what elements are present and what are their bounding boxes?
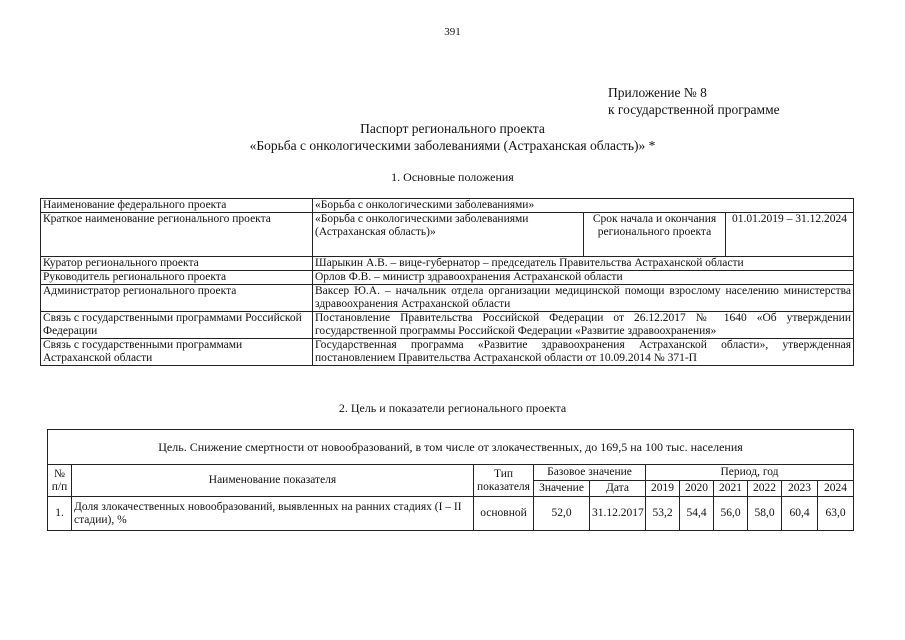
base-date: 31.12.2017 [590, 497, 646, 531]
row-label: Связь с государственными программами Российской Федерации [41, 312, 313, 339]
year-value: 56,0 [714, 497, 748, 531]
header-name: Наименование показателя [72, 465, 474, 497]
row-value: Орлов Ф.В. – министр здравоохранения Астраханской области [313, 271, 854, 285]
title-line-2: «Борьба с онкологическими заболеваниями (Астраханская область)» * [249, 138, 656, 153]
year-value: 63,0 [818, 497, 854, 531]
goal-text: Цель. Снижение смертности от новообразований, в том числе от злокачественных, до 169,5 на 100 тыс. населения [48, 430, 854, 465]
term-value: 01.01.2019 – 31.12.2024 [726, 213, 854, 257]
row-label: Краткое наименование регионального проекта [41, 213, 313, 257]
year-value: 58,0 [748, 497, 782, 531]
header-num: № п/п [48, 465, 72, 497]
appendix-line-1: Приложение № 8 [608, 85, 707, 100]
section-2-heading: 2. Цель и показатели регионального проекта [338, 401, 567, 415]
year-value: 53,2 [646, 497, 680, 531]
section-1-heading: 1. Основные положения [391, 170, 514, 184]
indicators-table [47, 429, 854, 531]
row-label: Куратор регионального проекта [41, 257, 313, 271]
table-row [41, 199, 854, 213]
base-value: 52,0 [534, 497, 590, 531]
table-row [41, 257, 854, 271]
header-year: 2024 [818, 481, 854, 497]
header-year: 2023 [782, 481, 818, 497]
year-value: 60,4 [782, 497, 818, 531]
table-row [48, 497, 854, 531]
header-year: 2019 [646, 481, 680, 497]
header-year: 2021 [714, 481, 748, 497]
goal-row [48, 430, 854, 465]
row-num: 1. [48, 497, 72, 531]
row-value: Постановление Правительства Российской Федерации от 26.12.2017 № 1640 «Об утверждении государственной программы Российской Федерации «Развитие здравоохранения» [313, 312, 854, 339]
header-year: 2020 [680, 481, 714, 497]
term-label: Срок начала и окончания регионального проекта [584, 213, 726, 257]
header-year: 2022 [748, 481, 782, 497]
header-base-date: Дата [590, 481, 646, 497]
row-label: Администратор регионального проекта [41, 285, 313, 312]
page-number: 391 [444, 26, 461, 38]
document-title [0, 120, 905, 154]
basic-provisions-table [40, 198, 854, 366]
table-row [41, 271, 854, 285]
row-value: Ваксер Ю.А. – начальник отдела организации медицинской помощи взрослому населению министерства здравоохранения Астраханской области [313, 285, 854, 312]
row-label: Руководитель регионального проекта [41, 271, 313, 285]
year-value: 54,4 [680, 497, 714, 531]
table-row [41, 339, 854, 366]
row-label: Связь с государственными программами Астраханской области [41, 339, 313, 366]
appendix-line-2: к государственной программе [608, 102, 780, 117]
title-line-1: Паспорт регионального проекта [360, 121, 545, 136]
header-base: Базовое значение [534, 465, 646, 481]
table-row [41, 213, 854, 257]
row-value: Государственная программа «Развитие здравоохранения Астраханской области», утвержденная постановлением Правительства Астраханской области от 10.09.2014 № 371-П [313, 339, 854, 366]
header-type: Тип показателя [474, 465, 534, 497]
table-row [41, 312, 854, 339]
header-row [48, 465, 854, 481]
table-row [41, 285, 854, 312]
appendix-header [608, 84, 780, 118]
indicator-type: основной [474, 497, 534, 531]
header-base-value: Значение [534, 481, 590, 497]
row-value: Шарыкин А.В. – вице-губернатор – председатель Правительства Астраханской области [313, 257, 854, 271]
row-value: «Борьба с онкологическими заболеваниями» [313, 199, 854, 213]
indicator-name: Доля злокачественных новообразований, выявленных на ранних стадиях (I – II стадии), % [72, 497, 474, 531]
row-label: Наименование федерального проекта [41, 199, 313, 213]
header-period: Период, год [646, 465, 854, 481]
row-value: «Борьба с онкологическими заболеваниями (Астраханская область)» [313, 213, 584, 257]
